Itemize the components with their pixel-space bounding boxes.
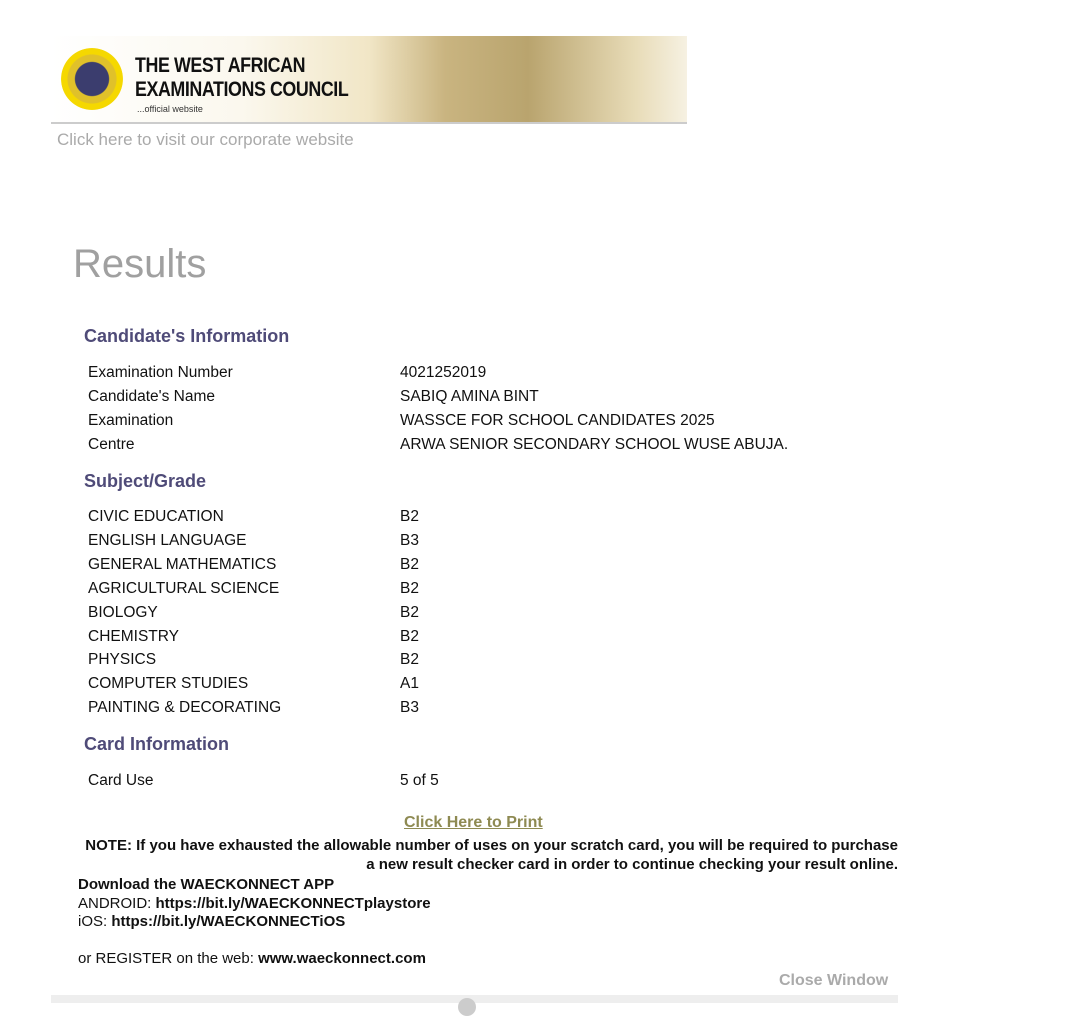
note-text: [80, 836, 898, 874]
row-label: COMPUTER STUDIES: [88, 675, 249, 693]
row-label: BIOLOGY: [88, 603, 158, 621]
row-label: GENERAL MATHEMATICS: [88, 555, 277, 573]
row-value: 5 of 5: [400, 772, 439, 789]
row-value: B2: [400, 651, 419, 669]
row-value: B3: [400, 699, 419, 717]
row-value: B2: [400, 603, 419, 621]
waec-banner: [51, 36, 687, 124]
result-row: [88, 769, 439, 793]
row-label: ENGLISH LANGUAGE: [88, 531, 247, 549]
row-label: PHYSICS: [88, 651, 157, 669]
result-row: [88, 361, 487, 385]
scroll-handle[interactable]: [458, 998, 476, 1016]
candidate-info-heading: Candidate's Information: [84, 326, 290, 346]
row-value: B2: [400, 579, 419, 597]
row-label: Candidate's Name: [88, 388, 216, 405]
result-row: [88, 625, 419, 649]
banner-title-line2: EXAMINATIONS COUNCIL: [135, 78, 349, 101]
row-value: SABIQ AMINA BINT: [400, 388, 539, 405]
row-label: Examination Number: [88, 364, 233, 381]
ios-label: iOS:: [78, 913, 112, 930]
app-download-section: [78, 876, 431, 969]
subject-grade-heading: Subject/Grade: [84, 471, 207, 491]
result-row: [88, 505, 419, 529]
row-value: WASSCE FOR SCHOOL CANDIDATES 2025: [400, 412, 715, 429]
row-label: Centre: [88, 436, 135, 453]
result-row: [88, 601, 419, 625]
row-value: B3: [400, 531, 419, 549]
close-window-button[interactable]: Close Window: [779, 972, 889, 989]
result-row: [88, 529, 419, 553]
android-link[interactable]: https://bit.ly/WAECKONNECTplaystore: [155, 894, 431, 912]
result-row: [88, 577, 419, 601]
card-info-heading: Card Information: [84, 734, 230, 754]
corporate-website-link[interactable]: Click here to visit our corporate website: [57, 130, 354, 149]
register-label: or REGISTER on the web:: [78, 950, 259, 967]
row-value: B2: [400, 627, 419, 645]
row-value: A1: [400, 675, 419, 693]
row-label: Examination: [88, 412, 174, 429]
banner-title: [135, 54, 348, 102]
row-value: B2: [400, 555, 419, 573]
result-row: [88, 553, 419, 577]
result-row: [88, 648, 419, 672]
banner-subtitle: ...official website: [137, 104, 203, 114]
banner-title-line1: THE WEST AFRICAN: [135, 54, 306, 77]
row-label: CHEMISTRY: [88, 627, 180, 645]
row-label: CIVIC EDUCATION: [88, 508, 224, 525]
page-title: Results: [73, 242, 207, 286]
row-label: AGRICULTURAL SCIENCE: [88, 579, 280, 597]
footer-bar: [51, 995, 898, 1003]
result-row: [88, 385, 539, 409]
result-row: [88, 433, 789, 457]
result-row: [88, 696, 419, 720]
row-label: Card Use: [88, 772, 154, 789]
row-value: ARWA SENIOR SECONDARY SCHOOL WUSE ABUJA.: [400, 436, 789, 453]
row-value: 4021252019: [400, 364, 487, 381]
app-title: Download the WAECKONNECT APP: [78, 876, 335, 893]
note-body: If you have exhausted the allowable number of uses on your scratch card, you will be required to purchase a new result checker card in order to continue checking your result online.: [131, 837, 898, 873]
waec-logo-icon: [61, 48, 123, 110]
ios-link[interactable]: https://bit.ly/WAECKONNECTiOS: [111, 913, 346, 930]
row-label: PAINTING & DECORATING: [88, 699, 282, 717]
result-row: [88, 409, 715, 433]
register-link[interactable]: www.waeckonnect.com: [258, 950, 426, 967]
android-label: ANDROID:: [78, 894, 156, 912]
print-link[interactable]: Click Here to Print: [404, 814, 543, 831]
row-value: B2: [400, 508, 419, 525]
result-row: [88, 672, 419, 696]
note-label: NOTE:: [85, 837, 132, 854]
